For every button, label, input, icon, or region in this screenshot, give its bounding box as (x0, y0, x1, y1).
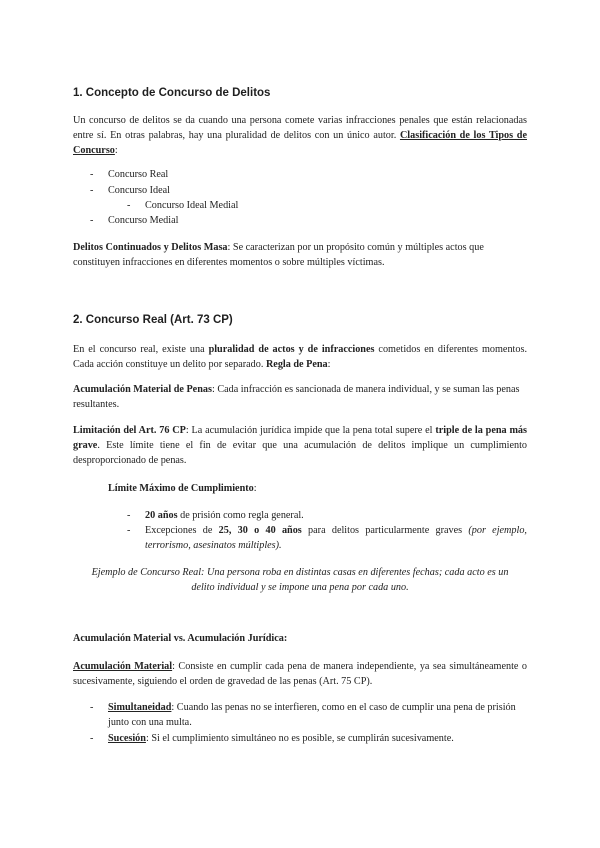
art76-limitation-paragraph: Limitación del Art. 76 CP: La acumulación jurídica impide que la pena total supere el triple de la pena más grave. Este límite tiene el fin de evitar que una acumulación de delitos implique un cumplimiento desproporcionado de penas. (73, 425, 527, 466)
section-1-intro: Un concurso de delitos se da cuando una persona comete varias infracciones penales que están relacionadas entre sí. En otras palabras, hay una pluralidad de delitos con un único autor. Clasificación de los Tipos de Concurso: (73, 115, 527, 156)
classification-label: Clasificación de los Tipos de Concurso (73, 130, 527, 156)
section-1-heading: 1. Concepto de Concurso de Delitos (73, 87, 271, 99)
list-item: Concurso Real (108, 169, 169, 180)
list-item: Concurso Ideal Medial (145, 200, 239, 211)
list-item: Simultaneidad: Cuando las penas no se interfieren, como en el caso de cumplir una pena de prisión junto con una multa. (108, 702, 516, 728)
section-3-heading: Acumulación Material vs. Acumulación Jurídica: (73, 633, 288, 644)
list-item: Excepciones de 25, 30 o 40 años para delitos particularmente graves (por ejemplo, terrorismo, asesinatos múltiples). (145, 525, 527, 551)
continued-crimes-paragraph: Delitos Continuados y Delitos Masa: Se caracterizan por un propósito común y múltiples actos que constituyen infracciones en diferentes momentos o sobre múltiples víctimas. (73, 242, 484, 268)
concurso-real-example: Ejemplo de Concurso Real: Una persona roba en distintas casas en diferentes fechas; cada acto es un delito individual y se impone una pena por cada uno. (91, 567, 509, 593)
list-item: Sucesión: Si el cumplimiento simultáneo no es posible, se cumplirán sucesivamente. (108, 733, 454, 744)
max-limit-label: Límite Máximo de Cumplimiento: (108, 483, 257, 494)
document-page: 1. Concepto de Concurso de Delitos Un concurso de delitos se da cuando una persona comete varias infracciones penales que están relacionadas entre sí. En otras palabras, hay una pluralidad de delitos con un único autor. Clasificación de los Tipos de Concurso: - Concurso Real - Concurso Ideal - Concurso Ideal Medial - Concurso Medial Delitos Continuados y Delitos Masa: Se caracterizan por un propósito común y múltiples actos que constituyen infracciones en diferentes momentos o sobre múltiples víctimas. 2. Concurso Real (Art. 73 CP) En el concurso real, existe una pluralidad de actos y de infracciones cometidos en diferentes momentos. Cada acción constituye un delito por separado. Regla de Pena: Acumulación Material de Penas: Cada infracción es sancionada de manera individual, y se suman las penas resultantes. Limitación del Art. 76 CP: La acumulación jurídica impide que la pena total supere el triple de la pena más grave. Este límite tiene el fin de evitar que una acumulación de delitos implique un cumplimiento desproporcionado de penas. Límite Máximo de Cumplimiento: - 20 años de prisión como regla general. - Excepciones de 25, 30 o 40 años para delitos particularmente graves (por ejemplo, terrorismo, asesinatos múltiples). Ejemplo de Concurso Real: Una persona roba en distintas casas en diferentes fechas; cada acto es un delito individual y se impone una pena por cada uno. Acumulación Material vs. Acumulación Jurídica: Acumulación Material: Consiste en cumplir cada pena de manera independiente, ya sea simultáneamente o sucesivamente, siguiendo el orden de gravedad de las penas (Art. 75 CP). - Simultaneidad: Cuando las penas no se interfieren, como en el caso de cumplir una pena de prisión junto con una multa. - Sucesión: Si el cumplimiento simultáneo no es posible, se cumplirán sucesivamente. (73, 87, 528, 744)
material-definition-paragraph: Acumulación Material: Consiste en cumplir cada pena de manera independiente, ya sea simultáneamente o sucesivamente, siguiendo el orden de gravedad de las penas (Art. 75 CP). (73, 661, 528, 687)
list-item: Concurso Ideal (108, 185, 170, 196)
concurso-real-paragraph: En el concurso real, existe una pluralidad de actos y de infracciones cometidos en diferentes momentos. Cada acción constituye un delito por separado. Regla de Pena: (73, 344, 527, 370)
section-2-heading: 2. Concurso Real (Art. 73 CP) (73, 314, 233, 326)
material-accumulation-paragraph: Acumulación Material de Penas: Cada infracción es sancionada de manera individual, y se suman las penas resultantes. (73, 384, 520, 410)
list-item: Concurso Medial (108, 215, 179, 226)
list-item: 20 años de prisión como regla general. (145, 510, 304, 521)
